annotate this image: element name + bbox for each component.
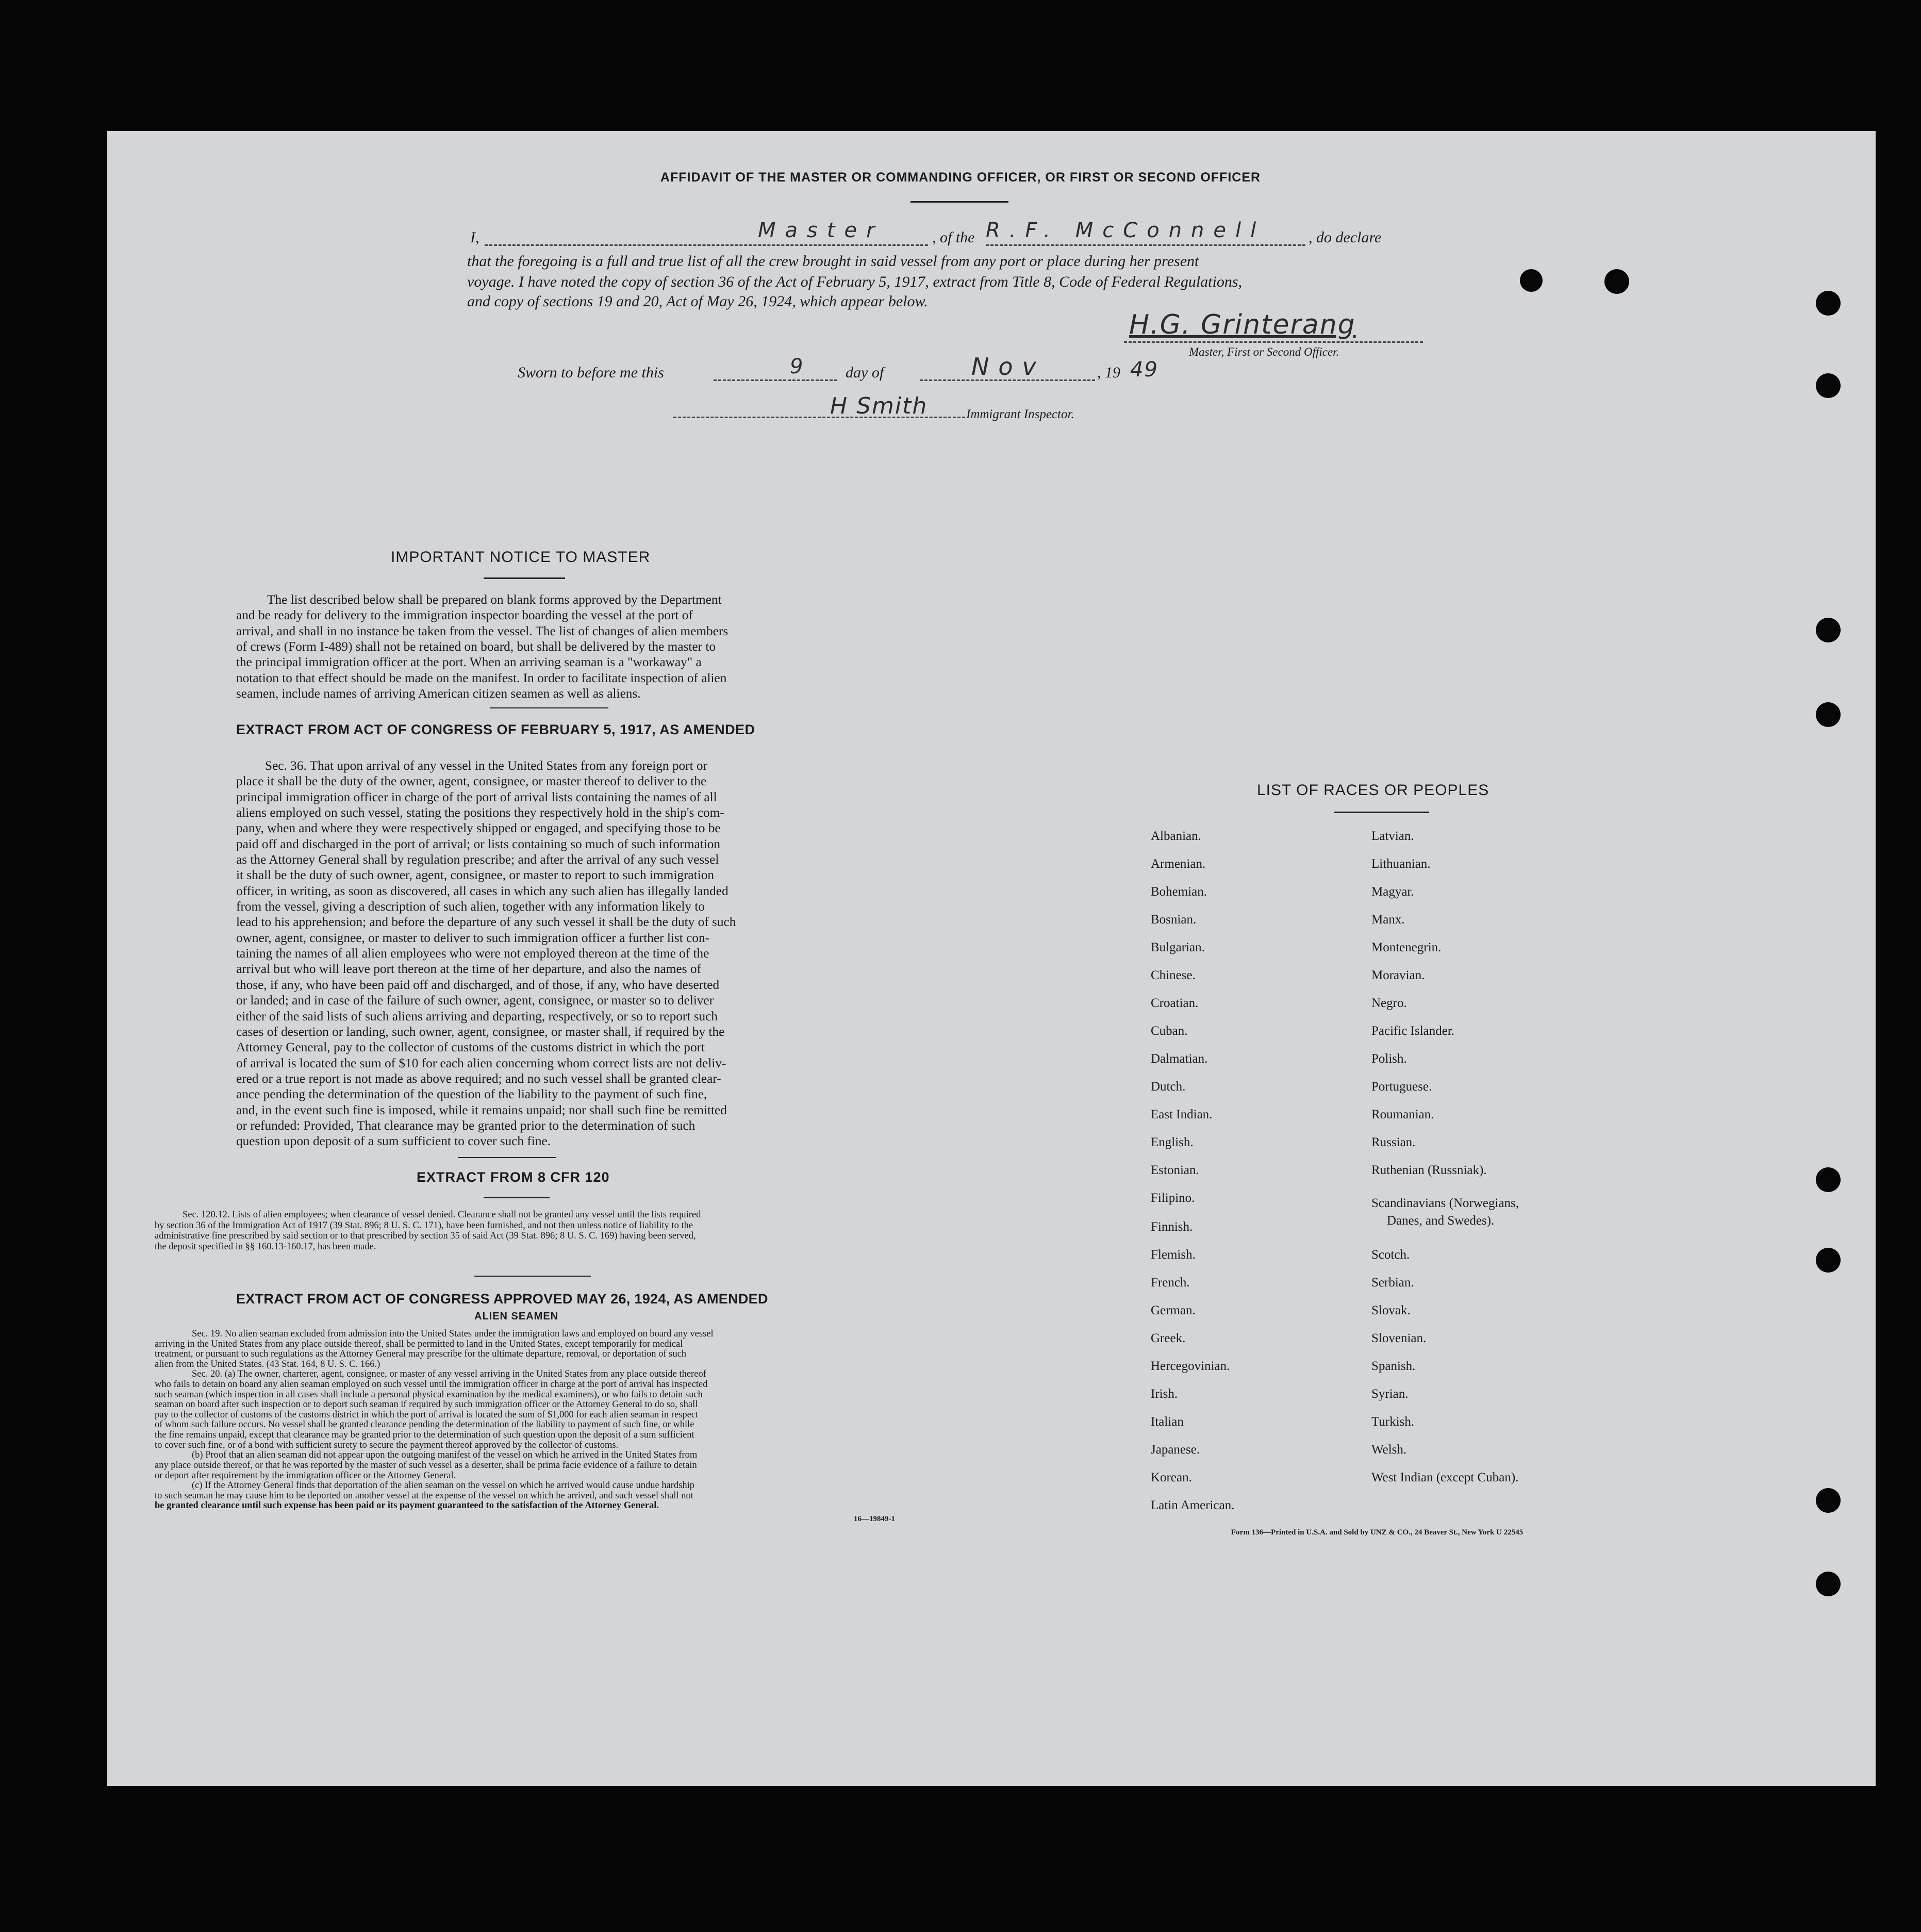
race-item: West Indian (except Cuban). <box>1371 1471 1519 1484</box>
declaration-line-4: and copy of sections 19 and 20, Act of May 26, 1924, which appear below. <box>467 293 928 310</box>
race-item: English. <box>1151 1135 1194 1149</box>
race-item: Slovenian. <box>1371 1331 1427 1345</box>
race-item: Pacific Islander. <box>1371 1024 1455 1038</box>
month-field <box>920 353 1095 381</box>
race-item: Albanian. <box>1151 829 1201 843</box>
race-item: Chinese. <box>1151 968 1196 982</box>
race-item: Roumanian. <box>1371 1108 1434 1121</box>
race-item: Irish. <box>1151 1387 1178 1401</box>
race-item: Greek. <box>1151 1331 1186 1345</box>
race-item: Japanese. <box>1151 1443 1200 1457</box>
race-item: East Indian. <box>1151 1108 1213 1121</box>
sworn-line <box>518 353 1239 385</box>
race-item: Magyar. <box>1371 885 1414 899</box>
printer-imprint: Form 136—Printed in U.S.A. and Sold by UNZ & CO., 24 Beaver St., New York U 22545 <box>1231 1528 1523 1537</box>
race-item: Portuguese. <box>1371 1080 1432 1094</box>
prefix-i: I, <box>470 229 479 246</box>
notice-title: IMPORTANT NOTICE TO MASTER <box>391 549 651 566</box>
race-item: Russian. <box>1371 1135 1416 1149</box>
race-item: Bulgarian. <box>1151 940 1205 954</box>
punch-hole <box>1816 702 1841 727</box>
notice-body: The list described below shall be prepared on blank forms approved by the Department and be ready for delivery to the immigration inspector boarding the vessel at the port of arrival, and shall in no instance be taken from the vessel. The list of changes of alien members of crews (Form I-489) shall not be retained on board, but shall be delivered by the master to the principal immigration officer at the port. When an arriving seaman is a "workaway" a notation to that effect should be made on the manifest. In order to facilitate inspection of alien seamen, include names of arriving American citizen seamen as well as aliens. <box>236 592 728 701</box>
vessel-field <box>986 219 1305 246</box>
cfr-divider <box>474 1276 591 1277</box>
race-item: Polish. <box>1371 1052 1407 1066</box>
inspector-label: Immigrant Inspector. <box>966 407 1074 421</box>
inspector-signature: H Smith <box>830 393 928 419</box>
race-item: Armenian. <box>1151 857 1206 871</box>
day-of-label: day of <box>846 364 884 381</box>
race-item: Estonian. <box>1151 1163 1199 1177</box>
extract-1924-body: Sec. 19. No alien seaman excluded from admission into the United States under the immigration laws and employed on board any vessel arriving in the United States from any place outside thereof, shall be permitted to land in the United States, except temporarily for medical treatment, or pursuant to such regulations as the Attorney General may prescribe for the ultimate departure, removal, or deportation of such alien from the United States. (43 Stat. 164, 8 U. S. C. 166.) Sec. 20. (a) The owner, charterer, agent, consignee, or master of any vessel arriving in the United States from any place outside thereof who fails to detain on board any alien seaman employed on such vessel until the immigration officer in charge at the port of arrival has inspected such seaman (which inspection in all cases shall include a personal physical examination by the medical examiners), or who fails to detain such seaman on board after such inspection or to deport such seaman if required by such immigration officer or the Attorney General to do so, shall pay to the collector of customs of the customs district in which the port of arrival is located the sum of $1,000 for each alien seaman in respect of whom such failure occurs. No vessel shall be granted clearance pending the determination of the liability to payment of such fine, or while the fine remains unpaid, except that clearance may be granted prior to the determination of such question upon the deposit of a sum sufficient to cover such fine, or of a bond with sufficient surety to secure the payment thereof approved by the collector of customs. (b) Proof that an alien seaman did not appear upon the outgoing manifest of the vessel on which he arrived in the United States from any place outside thereof, or that he was reported by the master of such vessel as a deserter, shall be prima facie evidence of a failure to detain or deport after requirement by the immigration officer or the Attorney General. (c) If the Attorney General finds that deportation of the alien seaman on the vessel on which he arrived would cause undue hardship to such seaman he may cause him to be deported on another vessel at the expense of the vessel on which he arrived, and such vessel shall not be granted clearance until such expense has been paid or its payment guaranteed to the satisfaction of the Attorney General. <box>155 1329 714 1511</box>
race-item: Italian <box>1151 1415 1184 1429</box>
races-underline <box>1334 812 1429 813</box>
race-item: Montenegrin. <box>1371 940 1442 954</box>
of-the-label: , of the <box>932 229 975 246</box>
race-item: Slovak. <box>1371 1303 1411 1317</box>
punch-hole <box>1816 1488 1841 1513</box>
affidavit-title: AFFIDAVIT OF THE MASTER OR COMMANDING OFFICER, OR FIRST OR SECOND OFFICER <box>660 170 1261 185</box>
race-item: Moravian. <box>1371 968 1425 982</box>
race-item: Hercegovinian. <box>1151 1359 1230 1373</box>
year-value: 49 <box>1130 358 1158 382</box>
race-item: Korean. <box>1151 1471 1192 1484</box>
race-item: French. <box>1151 1276 1190 1290</box>
race-item: Danes, and Swedes). <box>1387 1214 1495 1228</box>
vessel-name-value: R.F. McConnell <box>986 219 1266 242</box>
position-value: Master <box>758 219 884 242</box>
alien-seamen-subtitle: ALIEN SEAMEN <box>474 1311 559 1322</box>
day-value: 9 <box>790 355 813 378</box>
punch-hole <box>1604 269 1629 294</box>
punch-hole <box>1816 373 1841 398</box>
day-field <box>714 356 837 381</box>
race-item: Serbian. <box>1371 1276 1414 1290</box>
race-item: Scandinavians (Norwegians, <box>1371 1196 1519 1210</box>
declaration-line-2: that the foregoing is a full and true list of all the crew brought in said vessel from any port or place during her present <box>467 253 1199 270</box>
race-item: Negro. <box>1371 996 1407 1010</box>
sworn-prefix: Sworn to before me this <box>518 364 664 381</box>
race-item: Finnish. <box>1151 1220 1193 1234</box>
punch-hole <box>1816 1572 1841 1596</box>
race-item: Ruthenian (Russniak). <box>1371 1163 1487 1177</box>
race-item: German. <box>1151 1303 1196 1317</box>
race-item: Filipino. <box>1151 1191 1195 1205</box>
race-item: Syrian. <box>1371 1387 1409 1401</box>
race-item: Flemish. <box>1151 1248 1196 1262</box>
race-item: Spanish. <box>1371 1359 1416 1373</box>
do-declare-label: , do declare <box>1309 229 1382 246</box>
race-item: Dutch. <box>1151 1080 1186 1094</box>
month-value: Nov <box>971 353 1046 381</box>
race-item: Turkish. <box>1371 1415 1415 1429</box>
races-title: LIST OF RACES OR PEOPLES <box>1257 782 1489 799</box>
race-item: Manx. <box>1371 913 1405 927</box>
punch-hole <box>1816 291 1841 316</box>
signer-title-label: Master, First or Second Officer. <box>1189 345 1339 358</box>
race-item: Dalmatian. <box>1151 1052 1208 1066</box>
form-code: 16—19849-1 <box>854 1515 895 1523</box>
notice-divider <box>490 707 608 708</box>
race-item: Scotch. <box>1371 1248 1410 1262</box>
extract-1917-title: EXTRACT FROM ACT OF CONGRESS OF FEBRUARY 5, 1917, AS AMENDED <box>236 722 755 737</box>
notice-underline <box>484 577 565 579</box>
race-item: Welsh. <box>1371 1443 1407 1457</box>
race-item: Lithuanian. <box>1371 857 1431 871</box>
extract-1917-divider <box>458 1157 556 1158</box>
punch-hole <box>1520 269 1543 292</box>
title-underline <box>910 201 1008 203</box>
cfr-title: EXTRACT FROM 8 CFR 120 <box>417 1169 610 1185</box>
extract-1924-title: EXTRACT FROM ACT OF CONGRESS APPROVED MAY 26, 1924, AS AMENDED <box>236 1291 768 1307</box>
position-field <box>485 219 928 246</box>
declaration-line-3: voyage. I have noted the copy of section 36 of the Act of February 5, 1917, extract from Title 8, Code of Federal Regulations, <box>467 273 1243 290</box>
punch-hole <box>1816 1248 1841 1273</box>
declaration-line-1 <box>470 219 1450 253</box>
race-item: Croatian. <box>1151 996 1199 1010</box>
cfr-body: Sec. 120.12. Lists of alien employees; when clearance of vessel denied. Clearance shall not be granted any vessel until the lists required by section 36 of the Immigration Act of 1917 (39 Stat. 896; 8 U. S. C. 171), have been furnished, and not then unless notice of liability to the administrative fine prescribed by said section or to that prescribed by section 35 of said Act (39 Stat. 896; 8 U. S. C. 169) having been served, the deposit specified in §§ 160.13-160.17, has been made. <box>155 1210 701 1252</box>
master-signature: H.G. Grinterang <box>1129 309 1356 340</box>
year-prefix: , 19 <box>1097 364 1120 381</box>
punch-hole <box>1816 618 1841 642</box>
race-item: Latvian. <box>1371 829 1414 843</box>
race-item: Cuban. <box>1151 1024 1188 1038</box>
cfr-underline <box>484 1197 550 1198</box>
race-item: Bohemian. <box>1151 885 1207 899</box>
punch-hole <box>1816 1167 1841 1192</box>
extract-1917-body: Sec. 36. That upon arrival of any vessel in the United States from any foreign port or place it shall be the duty of the owner, agent, consignee, or master thereof to deliver to the principal immigration officer in charge of the port of arrival lists containing the names of all aliens employed on such vessel, stating the positions they respectively hold in the ship's com- pany, when and where they were respectively shipped or engaged, and specifying those to be paid off and discharged in the port of arrival; or lists containing so much of such information as the Attorney General shall by regulation prescribe; and after the arrival of any such vessel it shall be the duty of such owner, agent, consignee, or master to report to such immigration officer, in writing, as soon as discovered, all cases in which any such alien has illegally landed from the vessel, giving a description of such alien, together with any information likely to lead to his apprehension; and before the departure of any such vessel it shall be the duty of such owner, agent, consignee, or master to deliver to such immigration officer a further list con- taining the names of all alien employees who were not employed thereon at the time of the arrival but who will leave port thereon at the time of her departure, and also the names of those, if any, who have been paid off and discharged, and of those, if any, who have deserted or landed; and in case of the failure of such owner, agent, consignee, or master so to deliver either of the said lists of such aliens arriving and departing, respectively, or so to report such cases of desertion or landing, such owner, agent, consignee, or master shall, if required by the Attorney General, pay to the collector of customs of the customs district in which the port of arrival is located the sum of $10 for each alien concerning whom correct lists are not deliv- ered or a true report is not made as above required; and no such vessel shall be granted clear- ance pending the determination of the question of the liability to the payment of such fine, and, in the event such fine is imposed, while it remains unpaid; nor shall such fine be remitted or refunded: Provided, That clearance may be granted prior to the determination of such question upon deposit of a sum sufficient to cover such fine. <box>236 758 736 1149</box>
race-item: Bosnian. <box>1151 913 1197 927</box>
race-item: Latin American. <box>1151 1498 1235 1512</box>
